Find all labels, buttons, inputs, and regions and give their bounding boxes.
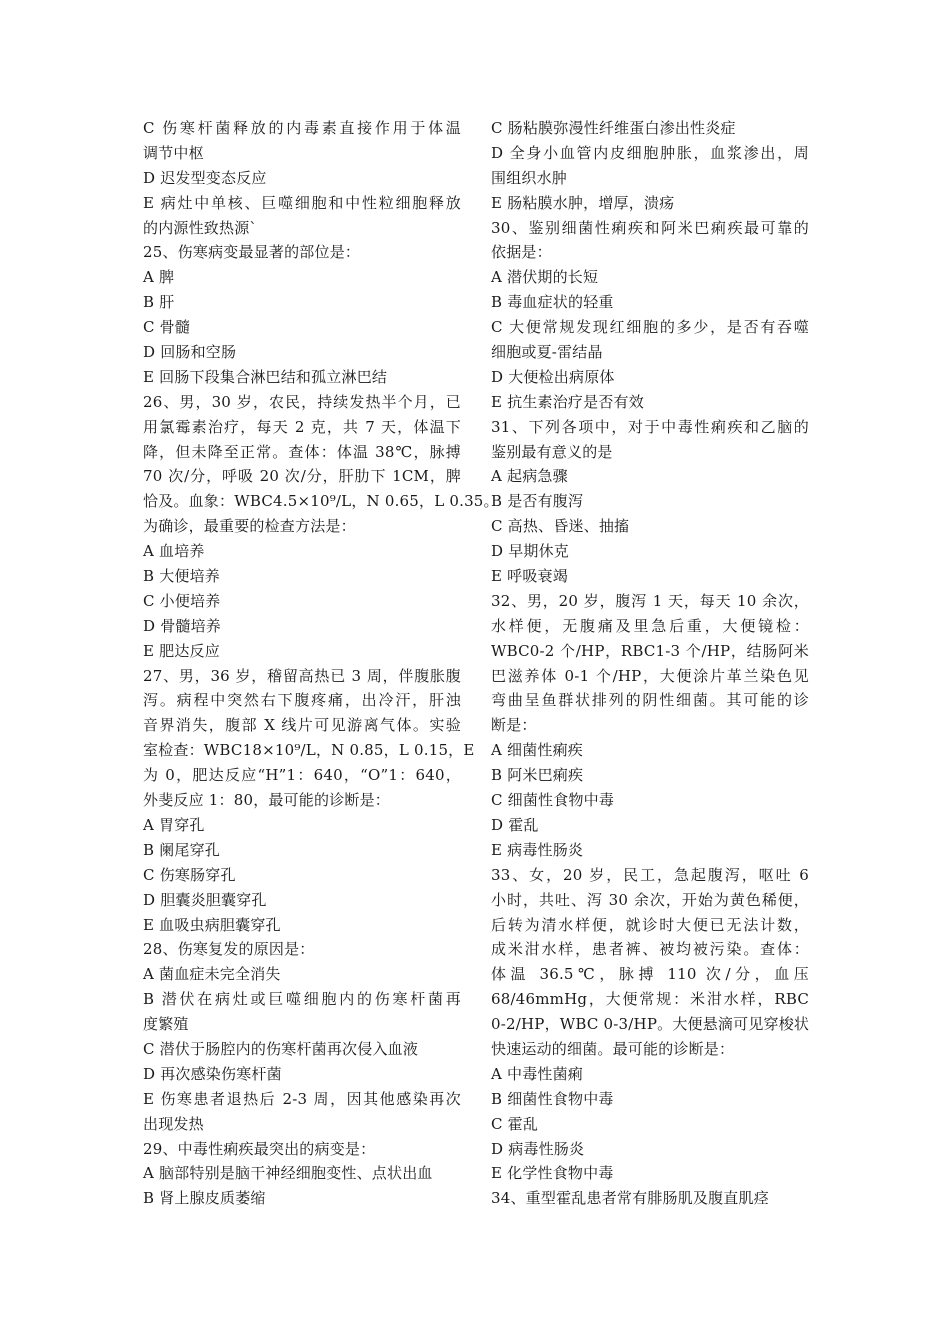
left-column-text-line: A 菌血症未完全消失 <box>143 965 281 984</box>
right-column-text-line: D 早期休克 <box>491 542 569 561</box>
left-column-text-line: B 大便培养 <box>143 567 220 586</box>
left-column-text-line: E 回肠下段集合淋巴结和孤立淋巴结 <box>143 367 388 386</box>
right-column-text-line: B 毒血症状的轻重 <box>491 293 614 312</box>
left-column-text-line: 外斐反应 1：80，最可能的诊断是： <box>143 791 390 810</box>
right-column-text-line: D 全身小血管内皮细胞肿胀，血浆渗出，周 <box>491 143 809 162</box>
right-column-text-line: C 细菌性食物中毒 <box>491 791 615 810</box>
left-column-text-line: D 胆囊炎胆囊穿孔 <box>143 890 267 909</box>
left-column-text-line: 出现发热 <box>143 1114 204 1133</box>
left-column-text-line: A 胃穿孔 <box>143 815 205 834</box>
left-column-text-line: D 回肠和空肠 <box>143 343 237 362</box>
right-column-text-line: 33、女，20 岁，民工，急起腹泻，呕吐 6 <box>491 865 809 884</box>
right-column-text-line: C 霍乱 <box>491 1114 539 1133</box>
right-column-text-line: 后转为清水样便，就诊时大便已无法计数， <box>491 915 809 934</box>
left-column-text-line: 的内源性致热源` <box>143 218 258 237</box>
left-column-text-line: B 阑尾穿孔 <box>143 840 220 859</box>
right-column <box>491 116 809 1211</box>
right-column-text-line: 34、重型霍乱患者常有腓肠肌及腹直肌痉 <box>491 1189 769 1208</box>
right-column-text-line: D 大便检出病原体 <box>491 367 615 386</box>
right-column-text-line: 弯曲呈鱼群状排列的阴性细菌。其可能的诊 <box>491 691 809 710</box>
left-column-text-line: 29、中毒性痢疾最突出的病变是： <box>143 1139 376 1158</box>
left-column-text-line: E 血吸虫病胆囊穿孔 <box>143 915 281 934</box>
right-column-text-line: 断是： <box>491 716 537 735</box>
left-column-text-line: 27、男，36 岁，稽留高热已 3 周，伴腹胀腹 <box>143 666 461 685</box>
right-column-text-line: 小时，共吐、泻 30 余次，开始为黄色稀便， <box>491 890 809 909</box>
right-column-text-line: 细胞或夏-雷结晶 <box>491 343 603 362</box>
left-column-text-line: 用氯霉素治疗，每天 2 克，共 7 天，体温下 <box>143 417 461 436</box>
left-column-text-line: C 潜伏于肠腔内的伤寒杆菌再次侵入血液 <box>143 1039 419 1058</box>
right-column-text-line: 成米泔水样，患者裤、被均被污染。查体： <box>491 940 809 959</box>
right-column-text-line: 依据是： <box>491 243 552 262</box>
right-column-text-line: 快速运动的细菌。最可能的诊断是： <box>491 1039 735 1058</box>
right-column-text-line: A 潜伏期的长短 <box>491 268 599 287</box>
left-column-text-line: E 伤寒患者退热后 2-3 周，因其他感染再次 <box>143 1089 461 1108</box>
left-column-text-line: A 血培养 <box>143 542 205 561</box>
left-column-text-line: B 肝 <box>143 293 175 312</box>
left-column-text-line: C 骨髓 <box>143 318 191 337</box>
right-column-text-line: E 肠粘膜水肿，增厚，溃疡 <box>491 193 675 212</box>
left-column-text-line: 70 次/分，呼吸 20 次/分，肝肋下 1CM，脾 <box>143 467 461 486</box>
right-column-text-line: C 高热、昏迷、抽搐 <box>491 517 630 536</box>
right-column-text-line: 鉴别最有意义的是 <box>491 442 613 461</box>
left-column-text-line: 28、伤寒复发的原因是： <box>143 940 315 959</box>
right-column-text-line: 围组织水肿 <box>491 168 568 187</box>
left-column-text-line: 音界消失，腹部 X 线片可见游离气体。实验 <box>143 716 461 735</box>
left-column-text-line: B 潜伏在病灶或巨噬细胞内的伤寒杆菌再 <box>143 990 461 1009</box>
right-column-text-line: E 抗生素治疗是否有效 <box>491 392 644 411</box>
left-column-text-line: C 伤寒肠穿孔 <box>143 865 236 884</box>
left-column-text-line: C 小便培养 <box>143 591 221 610</box>
left-column-text-line: 为确诊，最重要的检查方法是： <box>143 517 356 536</box>
right-column-text-line: 水样便，无腹痛及里急后重，大便镜检： <box>491 616 809 635</box>
left-column <box>143 116 499 1211</box>
right-column-text-line: B 细菌性食物中毒 <box>491 1089 614 1108</box>
left-column-text-line: 室检查：WBC18×10⁹/L，N 0.85，L 0.15，E <box>143 741 475 760</box>
left-column-text-line: 26、男，30 岁，农民，持续发热半个月，已 <box>143 392 461 411</box>
right-column-text-line: C 肠粘膜弥漫性纤维蛋白渗出性炎症 <box>491 119 736 137</box>
right-column-text-line: 巴滋养体 0-1 个/HP，大便涂片革兰染色见 <box>491 666 809 685</box>
right-column-text-line: E 呼吸衰竭 <box>491 567 568 586</box>
right-column-text-line: 32、男，20 岁，腹泻 1 天，每天 10 余次， <box>491 591 809 610</box>
right-column-text-line: A 起病急骤 <box>491 467 568 486</box>
left-column-text-line: B 肾上腺皮质萎缩 <box>143 1189 266 1208</box>
left-column-text-line: 度繁殖 <box>143 1015 189 1034</box>
right-column-text-line: 体温 36.5℃，脉搏 110 次/分，血压 <box>491 965 809 984</box>
right-column-text-line: 31、下列各项中，对于中毒性痢疾和乙脑的 <box>491 417 809 436</box>
right-column-text-line: 30、鉴别细菌性痢疾和阿米巴痢疾最可靠的 <box>491 218 809 237</box>
right-column-text-line: 68/46mmHg，大便常规：米泔水样，RBC <box>491 990 809 1009</box>
left-column-text-line: C 伤寒杆菌释放的内毒素直接作用于体温 <box>143 119 461 137</box>
right-column-text-line: E 化学性食物中毒 <box>491 1164 614 1183</box>
right-column-text-line: B 阿米巴痢疾 <box>491 766 584 785</box>
right-column-text-line: A 细菌性痢疾 <box>491 741 584 760</box>
left-column-text-line: D 骨髓培养 <box>143 616 221 635</box>
right-column-text-line: WBC0-2 个/HP，RBC1-3 个/HP，结肠阿米 <box>491 641 809 660</box>
right-column-text-line: C 大便常规发现红细胞的多少，是否有吞噬 <box>491 318 809 337</box>
left-column-text-line: D 迟发型变态反应 <box>143 168 267 187</box>
left-column-text-line: 泻。病程中突然右下腹疼痛，出冷汗，肝浊 <box>143 691 461 710</box>
right-column-text-line: A 中毒性菌痢 <box>491 1064 584 1083</box>
right-column-text-line: D 霍乱 <box>491 815 539 834</box>
right-column-text-line: B 是否有腹泻 <box>491 492 584 511</box>
left-column-text-line: 调节中枢 <box>143 143 204 162</box>
right-column-text-line: D 病毒性肠炎 <box>491 1139 585 1158</box>
left-column-text-line: E 肥达反应 <box>143 641 220 660</box>
left-column-text-line: A 脾 <box>143 268 175 287</box>
right-column-text-line: 0-2/HP，WBC 0-3/HP。大便悬滴可见穿梭状 <box>491 1015 810 1034</box>
right-column-text-line: E 病毒性肠炎 <box>491 840 584 859</box>
left-column-text-line: 恰及。血象：WBC4.5×10⁹/L，N 0.65，L 0.35。 <box>143 492 499 511</box>
left-column-text-line: E 病灶中单核、巨噬细胞和中性粒细胞释放 <box>143 193 461 212</box>
left-column-text-line: 25、伤寒病变最显著的部位是： <box>143 243 361 262</box>
left-column-text-line: 为 0，肥达反应“H”1：640，“O”1：640， <box>143 766 461 785</box>
left-column-text-line: 降，但未降至正常。查体：体温 38℃，脉搏 <box>143 442 461 461</box>
left-column-text-line: D 再次感染伤寒杆菌 <box>143 1064 282 1083</box>
left-column-text-line: A 脑部特别是脑干神经细胞变性、点状出血 <box>143 1164 433 1183</box>
